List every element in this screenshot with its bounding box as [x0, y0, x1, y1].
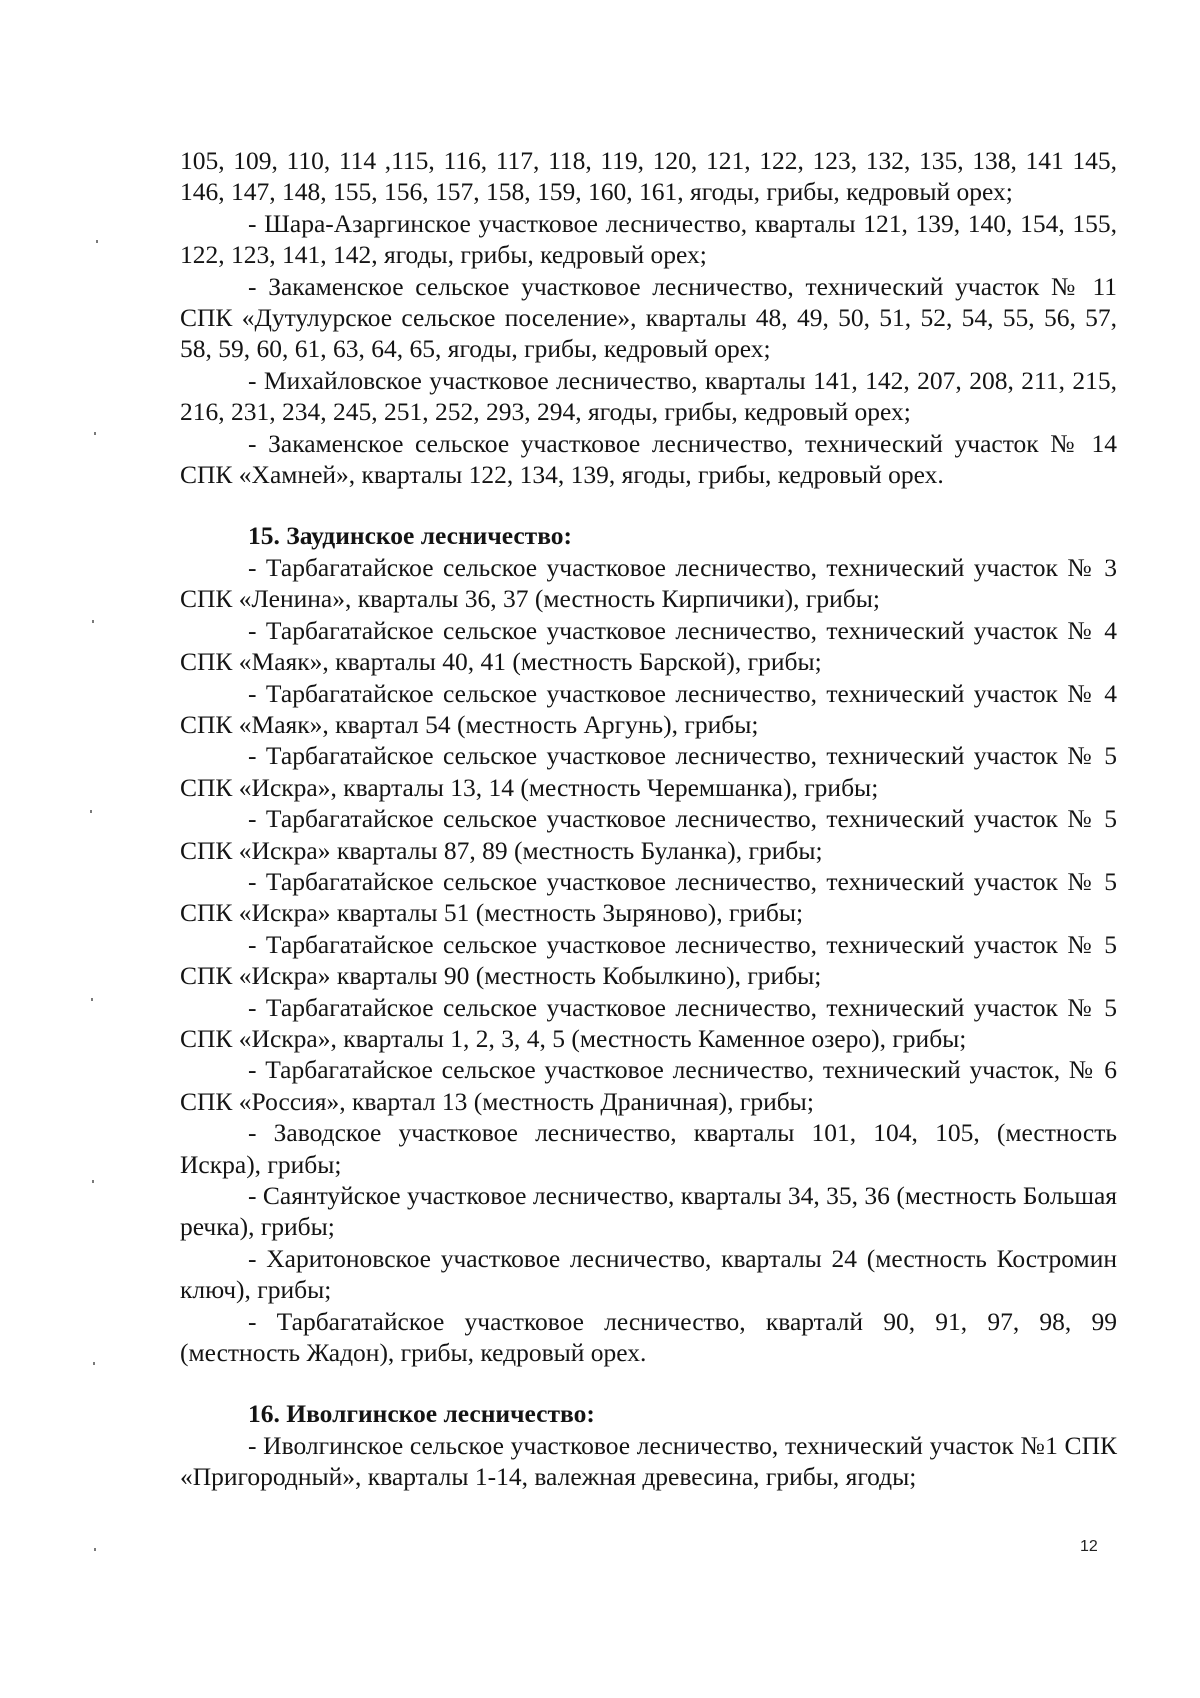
- list-item: - Закаменское сельское участковое лесничество, технический участок № 11 СПК «Дутулурское сельское поселение», кварталы 48, 49, 50, 51, 52, 54, 55, 56, 57, 58, 59, 60, 61, 63, 64, 65, ягоды, грибы, кедровый орех;: [180, 271, 1117, 364]
- scan-mark: [90, 810, 92, 813]
- list-item: - Тарбагатайское сельское участковое лесничество, технический участок № 4 СПК «Маяк», кварталы 40, 41 (местность Барской), грибы;: [180, 615, 1117, 677]
- scan-mark: [96, 240, 98, 243]
- list-item: - Саянтуйское участковое лесничество, кварталы 34, 35, 36 (местность Большая речка), грибы;: [180, 1181, 1117, 1242]
- list-item: - Шара-Азаргинское участковое лесничество, кварталы 121, 139, 140, 154, 155, 122, 123, 141, 142, ягоды, грибы, кедровый орех;: [180, 208, 1117, 270]
- list-item: - Тарбагатайское сельское участковое лесничество, технический участок № 5 СПК «Искра» кварталы 51 (местность Зыряново), грибы;: [180, 866, 1117, 928]
- section-14-list: [180, 208, 1117, 491]
- section-15-heading: 15. Заудинское лесничество:: [248, 521, 573, 551]
- list-item: - Тарбагатайское сельское участковое лесничество, технический участок № 5 СПК «Искра» кварталы 87, 89 (местность Буланка), грибы;: [180, 804, 1117, 865]
- list-item: - Тарбагатайское сельское участковое лесничество, технический участок № 5 СПК «Искра», кварталы 1, 2, 3, 4, 5 (местность Каменное озеро), грибы;: [180, 992, 1117, 1053]
- list-item: - Закаменское сельское участковое лесничество, технический участок № 14 СПК «Хамней», кварталы 122, 134, 139, ягоды, грибы, кедровый орех.: [180, 428, 1117, 490]
- list-item: - Заводское участковое лесничество, кварталы 101, 104, 105, (местность Искра), грибы;: [180, 1118, 1117, 1179]
- document-page: [180, 145, 1117, 1493]
- list-item: - Тарбагатайское сельское участковое лесничество, технический участок № 3 СПК «Ленина», кварталы 36, 37 (местность Кирпичики), грибы;: [180, 552, 1117, 614]
- intro-paragraph: 105, 109, 110, 114 ,115, 116, 117, 118, 119, 120, 121, 122, 123, 132, 135, 138, 141 145, 146, 147, 148, 155, 156, 157, 158, 159, 160, 161, ягоды, грибы, кедровый орех;: [180, 146, 1117, 207]
- scan-mark: [94, 432, 96, 435]
- scan-mark: [94, 1548, 96, 1551]
- scan-mark: [91, 998, 93, 1001]
- list-item: - Тарбагатайское сельское участковое лесничество, технический участок № 5 СПК «Искра», кварталы 13, 14 (местность Черемшанка), грибы;: [180, 741, 1117, 802]
- list-item: - Тарбагатайское сельское участковое лесничество, технический участок № 4 СПК «Маяк», квартал 54 (местность Аргунь), грибы;: [180, 678, 1117, 739]
- section-15-list: [180, 552, 1117, 1369]
- scan-mark: [93, 1362, 95, 1365]
- list-item: - Иволгинское сельское участковое лесничество, технический участок №1 СПК «Пригородный», кварталы 1-14, валежная древесина, грибы, ягоды;: [180, 1430, 1117, 1492]
- list-item: - Тарбагатайское участковое лесничество, кварталй 90, 91, 97, 98, 99 (местность Жадон), грибы, кедровый орех.: [180, 1306, 1117, 1368]
- list-item: - Тарбагатайское сельское участковое лесничество, технический участок, № 6 СПК «Россия», квартал 13 (местность Драничная), грибы;: [180, 1055, 1117, 1116]
- page-number: 12: [1080, 1538, 1098, 1555]
- list-item: - Харитоновское участковое лесничество, кварталы 24 (местность Костромин ключ), грибы;: [180, 1243, 1117, 1305]
- section-16-list: [180, 1430, 1117, 1493]
- list-item: - Тарбагатайское сельское участковое лесничество, технический участок № 5 СПК «Искра» кварталы 90 (местность Кобылкино), грибы;: [180, 929, 1117, 991]
- scan-mark: [92, 1180, 94, 1183]
- section-16-heading: 16. Иволгинское лесничество:: [248, 1399, 595, 1429]
- scan-mark: [92, 620, 94, 623]
- list-item: - Михайловское участковое лесничество, кварталы 141, 142, 207, 208, 211, 215, 216, 231, 234, 245, 251, 252, 293, 294, ягоды, грибы, кедровый орех;: [180, 365, 1117, 427]
